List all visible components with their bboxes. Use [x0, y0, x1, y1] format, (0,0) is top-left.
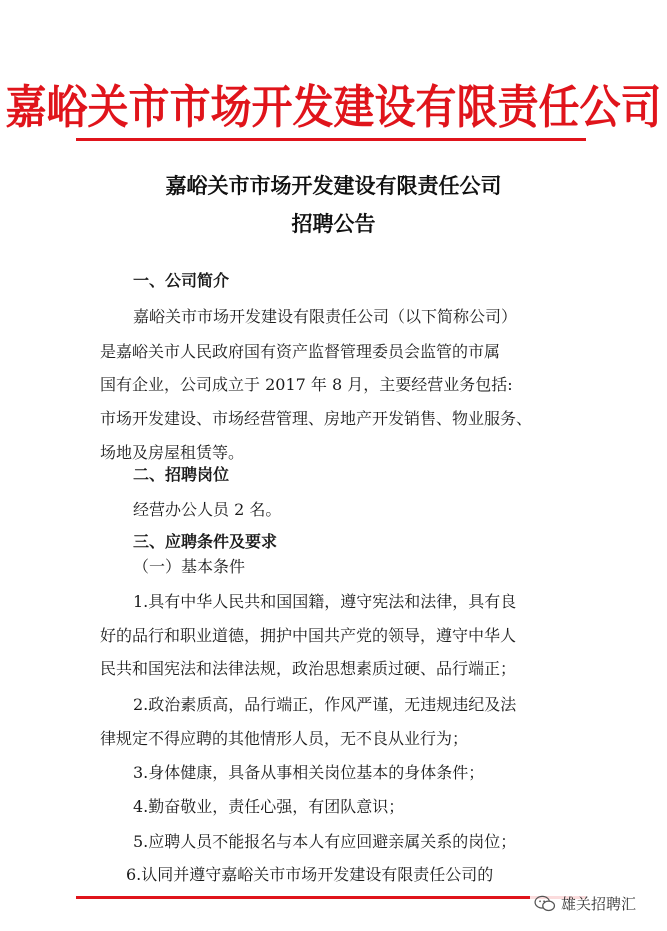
footer-red-rule: [76, 896, 586, 899]
section-heading-positions: 二、招聘岗位: [133, 465, 230, 484]
document-subtitle: 招聘公告: [291, 211, 376, 236]
paragraph-line: 经营办公人员 2 名。: [133, 500, 282, 519]
paragraph-line: 场地及房屋租赁等。: [100, 443, 245, 462]
list-item-line: 6.认同并遵守嘉峪关市市场开发建设有限责任公司的: [126, 865, 494, 884]
letterhead-red-rule: [76, 138, 586, 141]
paragraph-line: 市场开发建设、市场经营管理、房地产开发销售、物业服务、: [100, 409, 533, 428]
watermark: [530, 893, 640, 914]
section-heading-requirements: 三、应聘条件及要求: [133, 532, 278, 551]
list-item-line: 好的品行和职业道德，拥护中国共产党的领导，遵守中华人: [100, 626, 517, 645]
list-item-line: 5.应聘人员不能报名与本人有应回避亲属关系的岗位；: [133, 832, 517, 851]
list-item-line: 3.身体健康，具备从事相关岗位基本的身体条件；: [133, 763, 485, 782]
document-title: 嘉峪关市市场开发建设有限责任公司: [165, 173, 502, 198]
paragraph-line: 嘉峪关市市场开发建设有限责任公司（以下简称公司）: [133, 307, 518, 326]
list-item-line: 4.勤奋敬业，责任心强，有团队意识；: [133, 797, 405, 816]
list-item-line: 2.政治素质高，品行端正，作风严谨，无违规违纪及法: [133, 695, 517, 714]
subsection-heading-basic: （一）基本条件: [133, 557, 246, 576]
paragraph-line: 国有企业，公司成立于 2017 年 8 月，主要经营业务包括:: [100, 375, 513, 394]
list-item-line: 律规定不得应聘的其他情形人员，无不良从业行为；: [100, 729, 469, 748]
paragraph-line: 是嘉峪关市人民政府国有资产监督管理委员会监管的市属: [100, 342, 501, 361]
list-item-line: 民共和国宪法和法律法规，政治思想素质过硬、品行端正；: [100, 659, 517, 678]
section-heading-company-intro: 一、公司简介: [133, 271, 230, 290]
list-item-line: 1.具有中华人民共和国国籍，遵守宪法和法律，具有良: [133, 592, 517, 611]
letterhead-company-name: 嘉峪关市市场开发建设有限责任公司: [5, 80, 662, 135]
wechat-icon: [534, 895, 556, 913]
watermark-text: 雄关招聘汇: [561, 895, 637, 913]
